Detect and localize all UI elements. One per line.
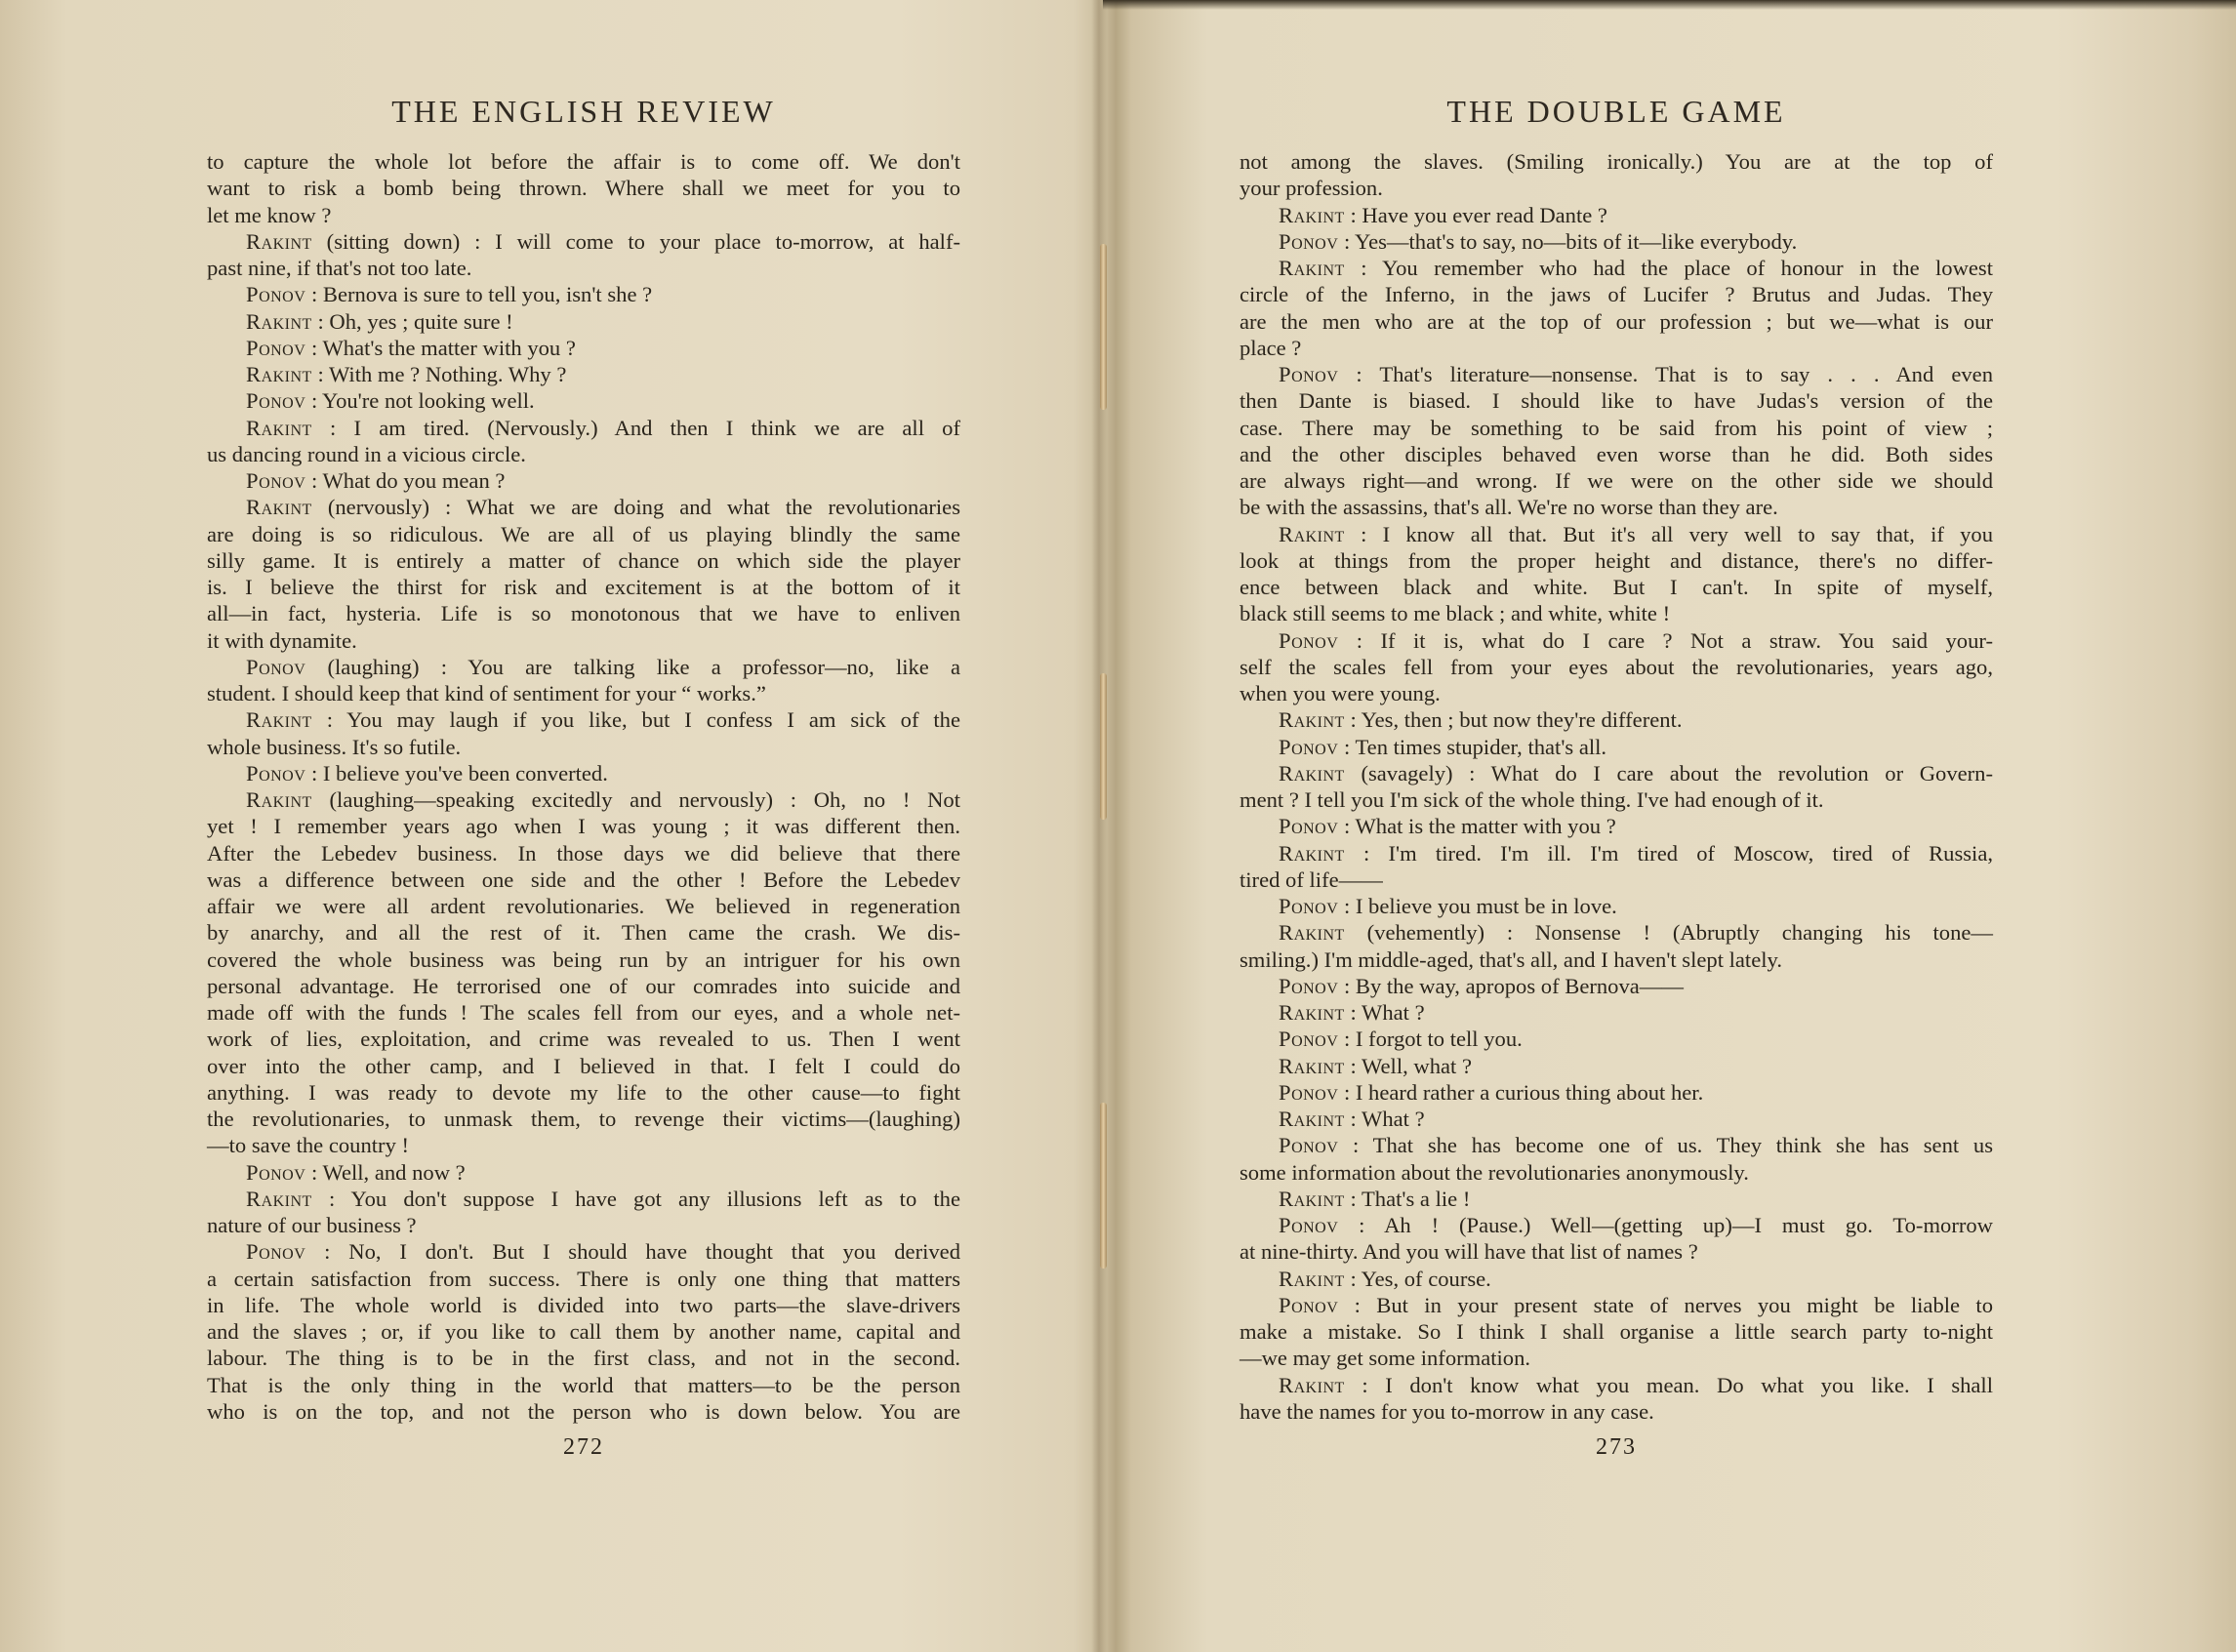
text-line [207, 1238, 960, 1265]
speaker-name: Ponov [1279, 734, 1339, 759]
text-line: anything. I was ready to devote my life to the other cause—to fight [207, 1079, 960, 1105]
dialogue-text: : What ? [1344, 1000, 1425, 1025]
dialogue-text: (nervously) : What we are doing and what the revolutionaries [311, 495, 960, 520]
text-line: past nine, if that's not too late. [207, 256, 472, 280]
text-line [1240, 840, 1993, 866]
text-line [207, 281, 960, 307]
dialogue-text: : By the way, apropos of Bernova—— [1338, 973, 1684, 998]
speaker-name: Rakint [1279, 1000, 1345, 1025]
text-line: student. I should keep that kind of sentiment for your “ works.” [207, 681, 766, 705]
left-page [207, 0, 960, 1652]
speaker-name: Rakint [246, 707, 312, 733]
text-line [1240, 1026, 1993, 1052]
text-line: in life. The whole world is divided into two parts—the slave-drivers [207, 1292, 960, 1317]
speaker-name: Rakint [1279, 707, 1345, 733]
text-line: over into the other camp, and I believed in that. I felt I could do [207, 1053, 960, 1078]
text-line: labour. The thing is to be in the first class, and not in the second. [207, 1346, 960, 1371]
right-page [1240, 0, 1993, 1652]
dialogue-text: : I heard rather a curious thing about her. [1338, 1079, 1704, 1105]
text-line [207, 760, 960, 786]
page-number: 273 [1596, 1434, 1637, 1460]
binding-thread [1100, 1103, 1107, 1269]
text-line: at nine-thirty. And you will have that list of names ? [1240, 1239, 1698, 1265]
dialogue-text: : Ten times stupider, that's all. [1338, 734, 1607, 759]
text-line [207, 415, 960, 441]
speaker-name: Rakint [246, 1186, 312, 1211]
text-line: not among the slaves. (Smiling ironically.) You are at the top of [1240, 149, 1993, 174]
speaker-name: Rakint [1279, 521, 1345, 546]
dialogue-text: : What do you mean ? [305, 468, 506, 493]
text-line: is. I believe the thirst for risk and excitement is at the bottom of it [207, 575, 960, 599]
dialogue-text: : I know all that. But it's all very well to say that, if you [1344, 521, 1993, 546]
text-line [1240, 1186, 1993, 1212]
page-body-text [207, 148, 960, 1425]
text-line: and the other disciples behaved even worse than he did. Both sides [1240, 441, 1993, 466]
text-line: yet ! I remember years ago when I was young ; it was different then. [207, 814, 960, 839]
speaker-name: Rakint [246, 228, 312, 254]
text-line: by anarchy, and all the rest of it. Then came the crash. We dis- [207, 920, 960, 946]
speaker-name: Ponov [246, 1159, 306, 1185]
speaker-name: Ponov [1279, 627, 1339, 653]
text-line: all—in fact, hysteria. Life is so monotonous that we have to enliven [207, 601, 960, 626]
dialogue-text: : No, I don't. But I should have thought that you derived [305, 1239, 960, 1265]
speaker-name: Ponov [246, 282, 306, 307]
dialogue-text: (vehemently) : Nonsense ! (Abruptly changing his tone— [1344, 920, 1993, 946]
speaker-name: Ponov [246, 468, 306, 493]
text-line: was a difference between one side and the other ! Before the Lebedev [207, 866, 960, 892]
dialogue-text: : Yes, of course. [1344, 1266, 1491, 1291]
dialogue-text: : Oh, yes ; quite sure ! [311, 308, 513, 334]
dialogue-text: : Well, and now ? [305, 1159, 466, 1185]
text-line: nature of our business ? [207, 1213, 417, 1237]
text-line [207, 228, 960, 255]
text-line [207, 1186, 960, 1212]
dialogue-text: : I am tired. (Nervously.) And then I think we are all of [311, 415, 960, 440]
text-line: your profession. [1240, 176, 1383, 201]
text-line [1240, 919, 1993, 946]
text-line: self the scales fell from your eyes about the revolutionaries, years ago, [1240, 654, 1993, 679]
text-line: —we may get some information. [1240, 1346, 1531, 1371]
speaker-name: Ponov [1279, 1133, 1339, 1158]
speaker-name: Rakint [1279, 1107, 1345, 1131]
text-line [207, 387, 960, 414]
text-line: want to risk a bomb being thrown. Where shall we meet for you to [207, 176, 960, 201]
text-line [207, 335, 960, 361]
text-line [1240, 521, 1993, 547]
text-line [1240, 893, 1993, 919]
text-line [1240, 973, 1993, 999]
text-line: made off with the funds ! The scales fell from our eyes, and a whole net- [207, 1000, 960, 1025]
text-line: circle of the Inferno, in the jaws of Lucifer ? Brutus and Judas. They [1240, 282, 1993, 307]
text-line: tired of life—— [1240, 866, 1383, 892]
text-line [1240, 734, 1993, 760]
speaker-name: Ponov [1279, 1213, 1339, 1237]
dialogue-text: : I believe you must be in love. [1338, 894, 1617, 918]
text-line [1240, 1212, 1993, 1238]
text-line [207, 654, 960, 680]
text-line: look at things from the proper height and distance, there's no differ- [1240, 547, 1993, 573]
dialogue-text: : You remember who had the place of honour in the lowest [1344, 256, 1993, 280]
text-line: are always right—and wrong. If we were on the other side we should [1240, 468, 1993, 493]
dialogue-text: : What is the matter with you ? [1338, 814, 1616, 839]
text-line: —to save the country ! [207, 1133, 410, 1158]
speaker-name: Ponov [1279, 814, 1339, 839]
text-line [1240, 1079, 1993, 1106]
text-line: who is on the top, and not the person who is down below. You are [207, 1398, 960, 1424]
speaker-name: Rakint [1279, 920, 1345, 946]
text-line [1240, 1266, 1993, 1292]
text-line [1240, 1372, 1993, 1398]
speaker-name: Ponov [246, 654, 306, 679]
text-line: affair we were all ardent revolutionaries. We believed in regeneration [207, 894, 960, 918]
dialogue-text: : Well, what ? [1344, 1053, 1472, 1078]
text-line [207, 467, 960, 494]
speaker-name: Ponov [246, 335, 306, 360]
text-line: some information about the revolutionaries anonymously. [1240, 1159, 1749, 1185]
dialogue-text: : What's the matter with you ? [305, 335, 576, 360]
running-head: THE DOUBLE GAME [1446, 94, 1786, 129]
text-line [207, 308, 960, 335]
text-line: then Dante is biased. I should like to have Judas's version of the [1240, 388, 1993, 414]
speaker-name: Rakint [1279, 1186, 1345, 1211]
speaker-name: Ponov [1279, 362, 1339, 386]
text-line: us dancing round in a vicious circle. [207, 441, 526, 466]
text-line [1240, 1292, 1993, 1318]
binding-thread [1100, 244, 1107, 410]
text-line: have the names for you to-morrow in any case. [1240, 1398, 1654, 1424]
text-line: be with the assassins, that's all. We're no worse than they are. [1240, 495, 1778, 520]
dialogue-text: : You may laugh if you like, but I confess I am sick of the [311, 707, 960, 733]
dialogue-text: : If it is, what do I care ? Not a straw. You said your- [1338, 627, 1993, 653]
speaker-name: Rakint [246, 415, 312, 440]
text-line [1240, 760, 1993, 786]
dialogue-text: : I don't know what you mean. Do what you like. I shall [1344, 1372, 1993, 1397]
dialogue-text: : I'm tired. I'm ill. I'm tired of Moscow, tired of Russia, [1344, 840, 1993, 866]
speaker-name: Ponov [1279, 228, 1339, 254]
text-line [1240, 706, 1993, 733]
speaker-name: Ponov [1279, 1079, 1339, 1105]
dialogue-text: : Bernova is sure to tell you, isn't she ? [305, 282, 653, 307]
text-line: work of lies, exploitation, and crime was revealed to us. Then I went [207, 1027, 960, 1052]
text-line [1240, 813, 1993, 839]
dialogue-text: : Yes, then ; but now they're different. [1344, 707, 1683, 733]
text-line [1240, 1132, 1993, 1158]
running-head: THE ENGLISH REVIEW [391, 94, 776, 129]
dialogue-text: : Have you ever read Dante ? [1344, 202, 1607, 227]
text-line: ment ? I tell you I'm sick of the whole thing. I've had enough of it. [1240, 787, 1824, 812]
text-line: it with dynamite. [207, 627, 357, 653]
dialogue-text: : Ah ! (Pause.) Well—(getting up)—I must go. To-morrow [1338, 1213, 1993, 1237]
binding-thread [1100, 673, 1107, 820]
dialogue-text: (sitting down) : I will come to your place to-morrow, at half- [311, 228, 960, 254]
text-line [1240, 228, 1993, 255]
speaker-name: Ponov [1279, 1292, 1339, 1317]
dialogue-text: : I believe you've been converted. [305, 760, 608, 786]
text-line [1240, 1053, 1993, 1079]
text-line: are the men who are at the top of our profession ; but we—what is our [1240, 308, 1993, 334]
dialogue-text: : You don't suppose I have got any illusions left as to the [311, 1186, 960, 1211]
text-line [1240, 361, 1993, 387]
text-line: to capture the whole lot before the affair is to come off. We don't [207, 149, 960, 174]
text-line [1240, 255, 1993, 281]
text-line: After the Lebedev business. In those days we did believe that there [207, 840, 960, 866]
text-line [1240, 202, 1993, 228]
dialogue-text: : I forgot to tell you. [1338, 1027, 1523, 1052]
text-line: when you were young. [1240, 681, 1441, 705]
dialogue-text: : That's literature—nonsense. That is to say . . . And even [1338, 362, 1993, 386]
text-line: ence between black and white. But I can't. In spite of myself, [1240, 575, 1993, 599]
dialogue-text: : You're not looking well. [305, 388, 535, 414]
text-line: case. There may be something to be said from his point of view ; [1240, 415, 1993, 440]
page-number: 272 [563, 1434, 604, 1460]
dialogue-text: : With me ? Nothing. Why ? [311, 362, 567, 386]
dialogue-text: (savagely) : What do I care about the revolution or Govern- [1344, 760, 1993, 786]
speaker-name: Ponov [1279, 973, 1339, 998]
speaker-name: Ponov [246, 1239, 306, 1265]
speaker-name: Rakint [1279, 1372, 1345, 1397]
text-line: make a mistake. So I think I shall organise a little search party to-night [1240, 1319, 1993, 1344]
dialogue-text: (laughing—speaking excitedly and nervously) : Oh, no ! Not [311, 787, 960, 812]
dialogue-text: : Yes—that's to say, no—bits of it—like everybody. [1338, 228, 1798, 254]
text-line: smiling.) I'm middle-aged, that's all, and I haven't slept lately. [1240, 947, 1782, 972]
speaker-name: Rakint [1279, 1053, 1345, 1078]
dialogue-text: : That she has become one of us. They think she has sent us [1338, 1133, 1993, 1158]
dialogue-text: : What ? [1344, 1107, 1425, 1131]
page-body-text [1240, 148, 1993, 1425]
text-line: covered the whole business was being run by an intriguer for his own [207, 947, 960, 972]
speaker-name: Ponov [1279, 1027, 1339, 1052]
speaker-name: Rakint [1279, 1266, 1345, 1291]
text-line: and the slaves ; or, if you like to call them by another name, capital and [207, 1319, 960, 1344]
speaker-name: Ponov [246, 760, 306, 786]
text-line [207, 361, 960, 387]
dialogue-text: : That's a lie ! [1344, 1186, 1471, 1211]
text-line: place ? [1240, 335, 1302, 360]
text-line: the revolutionaries, to unmask them, to revenge their victims—(laughing) [207, 1107, 960, 1131]
text-line: let me know ? [207, 202, 332, 227]
speaker-name: Rakint [246, 308, 312, 334]
text-line: silly game. It is entirely a matter of chance on which side the player [207, 547, 960, 573]
text-line [1240, 1106, 1993, 1132]
text-line: whole business. It's so futile. [207, 734, 462, 759]
text-line [1240, 627, 1993, 654]
text-line: black still seems to me black ; and white, white ! [1240, 601, 1671, 626]
dialogue-text: (laughing) : You are talking like a professor—no, like a [305, 654, 960, 679]
speaker-name: Rakint [246, 362, 312, 386]
text-line: personal advantage. He terrorised one of our comrades into suicide and [207, 973, 960, 998]
speaker-name: Rakint [1279, 202, 1345, 227]
speaker-name: Rakint [246, 495, 312, 520]
text-line: a certain satisfaction from success. There is only one thing that matters [207, 1266, 960, 1291]
text-line: are doing is so ridiculous. We are all of us playing blindly the same [207, 521, 960, 546]
text-line [207, 706, 960, 733]
speaker-name: Rakint [1279, 760, 1345, 786]
text-line [207, 1159, 960, 1186]
speaker-name: Ponov [246, 388, 306, 414]
text-line [207, 786, 960, 813]
speaker-name: Ponov [1279, 894, 1339, 918]
text-line [1240, 999, 1993, 1026]
text-line: That is the only thing in the world that matters—to be the person [207, 1372, 960, 1397]
speaker-name: Rakint [1279, 256, 1345, 280]
text-line [207, 494, 960, 520]
speaker-name: Rakint [1279, 840, 1345, 866]
speaker-name: Rakint [246, 787, 312, 812]
dialogue-text: : But in your present state of nerves you might be liable to [1338, 1292, 1993, 1317]
